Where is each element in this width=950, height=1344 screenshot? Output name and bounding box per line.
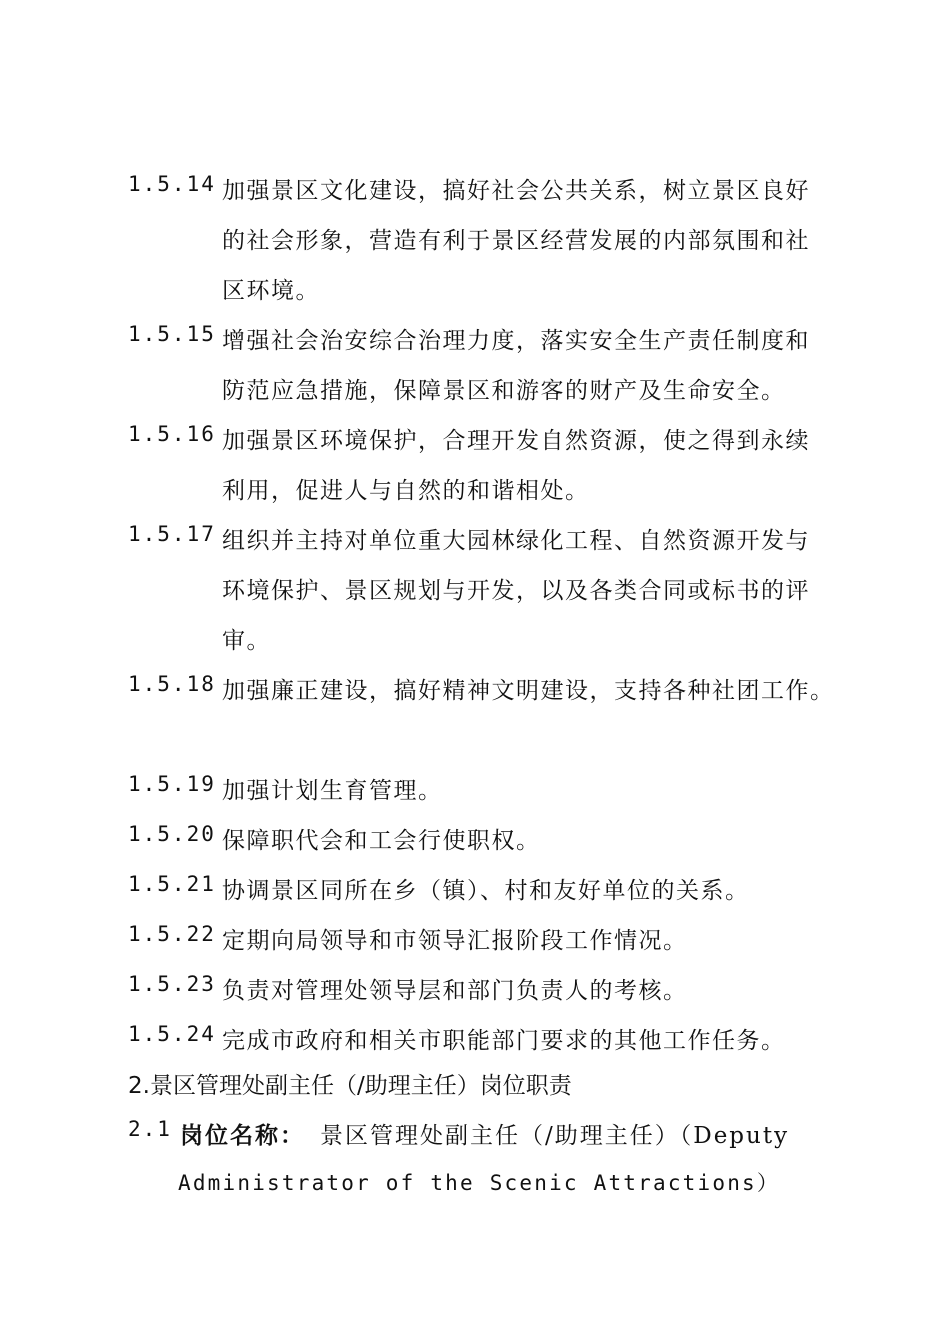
item-text-line: 利用，促进人与自然的和谐相处。 [222,478,590,504]
item-text-line: 的社会形象，营造有利于景区经营发展的内部氛围和社 [222,228,810,254]
item-text-line: 保障职代会和工会行使职权。 [222,828,541,854]
item-text-line: 环境保护、景区规划与开发，以及各类合同或标书的评 [222,578,810,604]
item-number: 1.5.14 [128,172,216,196]
item-text-line: 负责对管理处领导层和部门负责人的考核。 [222,978,688,1004]
position-name-label: 岗位名称： [180,1123,305,1149]
item-number: 1.5.20 [128,822,216,846]
item-number: 1.5.15 [128,322,216,346]
item-number: 1.5.22 [128,922,216,946]
position-name-value-continued: Administrator of the Scenic Attractions） [178,1171,781,1195]
item-text-line: 完成市政府和相关市职能部门要求的其他工作任务。 [222,1028,786,1054]
position-name-value: 景区管理处副主任（/助理主任）（Deputy [320,1123,790,1149]
section-number: 2.1 [128,1117,172,1141]
item-text-line: 防范应急措施，保障景区和游客的财产及生命安全。 [222,378,786,404]
item-number: 1.5.23 [128,972,216,996]
item-number: 1.5.17 [128,522,216,546]
item-text-line: 增强社会治安综合治理力度，落实安全生产责任制度和 [222,328,810,354]
item-text-line: 组织并主持对单位重大园林绿化工程、自然资源开发与 [222,528,810,554]
item-text-line: 加强景区环境保护，合理开发自然资源，使之得到永续 [222,428,810,454]
item-text-line: 协调景区同所在乡（镇）、村和友好单位的关系。 [222,878,750,904]
item-number: 1.5.19 [128,772,216,796]
item-text-line: 定期向局领导和市领导汇报阶段工作情况。 [222,928,688,954]
item-text-line: 加强计划生育管理。 [222,778,443,804]
item-text-line: 区环境。 [222,278,320,304]
item-text-line: 加强景区文化建设，搞好社会公共关系，树立景区良好 [222,178,810,204]
item-number: 1.5.21 [128,872,216,896]
item-number: 1.5.18 [128,672,216,696]
item-number: 1.5.16 [128,422,216,446]
item-text-line: 加强廉正建设，搞好精神文明建设，支持各种社团工作。 [222,678,835,704]
section-heading: 2.景区管理处副主任（/助理主任）岗位职责 [128,1073,572,1099]
item-text-line: 审。 [222,628,271,654]
item-number: 1.5.24 [128,1022,216,1046]
